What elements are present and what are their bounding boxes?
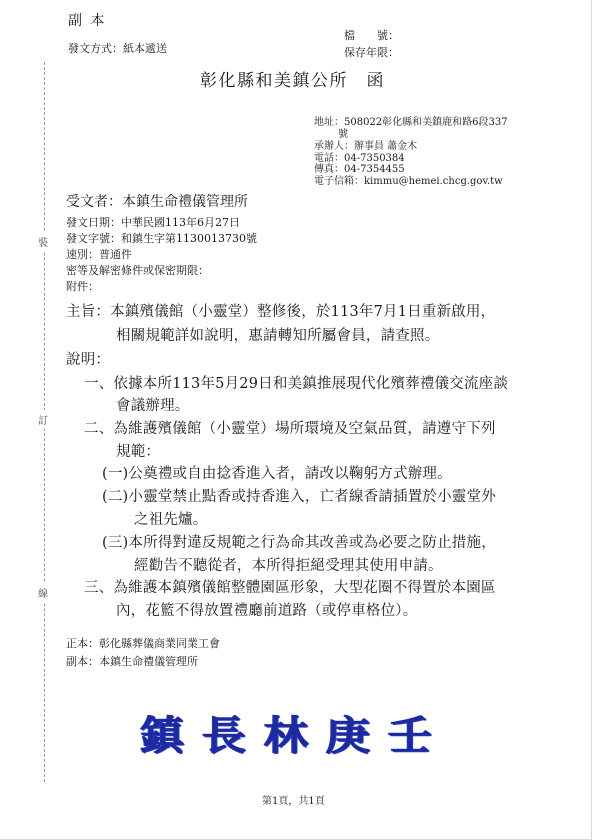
explanation-line: 規範： [116,444,161,460]
email-value: kimmu@hemei.chcg.gov.tw [364,176,503,187]
binding-char-3: 線 [38,583,48,602]
email [314,172,503,187]
explanation-line: 一、依據本所113年5月29日和美鎮推展現代化殯葬禮儀交流座談 [84,376,509,392]
issue-date: 發文日期：中華民國113年6月27日 [66,216,240,229]
explanation-line: 會議辦理。 [116,398,190,414]
explanation-heading: 說明： [66,352,111,368]
recipient: 受文者：本鎮生命禮儀管理所 [66,194,248,210]
page-footer: 第1頁，共1頁 [262,796,325,807]
email-label: 電子信箱： [314,176,364,187]
distribution-main: 正本：彰化縣葬儀商業同業工會 [66,637,220,650]
address-label: 地址： [314,117,344,128]
explanation-line: 內，花籃不得放置禮廳前道路（或停車格位）。 [116,603,418,619]
explanation-line: (二)小靈堂禁止點香或持香進入，亡者線香請插置於小靈堂外 [102,489,496,505]
mayor-signature: 鎮長林庚壬 [140,713,450,759]
document-number: 發文字號：和鎮生字第1130013730號 [66,232,257,245]
attachment: 附件： [66,280,99,293]
explanation-line: (三)本所得對違反規範之行為命其改善或為必要之防止措施， [102,535,496,551]
document-title: 彰化縣和美鎮公所 函 [200,71,385,91]
binding-char-2: 訂 [38,410,48,429]
subject-line1: 主旨：本鎮殯儀館（小靈堂）整修後，於113年7月1日重新啟用， [66,304,496,320]
explanation-line: 三、為維護本鎮殯儀館整體園區形象，大型花圈不得置於本園區 [84,580,496,596]
distribution-copy: 副本：本鎮生命禮儀管理所 [66,655,198,668]
phone: 電話：04-7350384 [314,153,405,164]
dispatch-method: 發文方式：紙本遞送 [68,42,167,55]
file-number-label: 檔 號： [344,29,399,42]
binding-char-1: 裝 [38,232,48,251]
subject-line2: 相關規範詳如說明，惠請轉知所屬會員，請查照。 [116,328,440,344]
fax: 傳真：04-7354455 [314,164,405,175]
retention-label: 保存年限： [344,46,399,59]
address-line2: 號 [338,129,348,140]
handler: 承辦人：辦事員 蕭金木 [314,141,418,152]
explanation-line: (一)公奠禮或自由捻香進入者，請改以鞠躬方式辦理。 [102,466,452,482]
copy-mark: 副 本 [68,13,107,29]
speed: 速別：普通件 [66,248,132,261]
address-line1: 508022彰化縣和美鎮鹿和路6段337 [344,117,508,128]
secrecy: 密等及解密條件或保密期限： [66,264,209,277]
explanation-line: 二、為維護殯儀館（小靈堂）場所環境及空氣品質，請遵守下列 [84,421,496,437]
explanation-line: 經勸告不聽從者，本所得拒絕受理其使用申請。 [134,558,443,574]
explanation-line: 之祖先爐。 [134,512,208,528]
